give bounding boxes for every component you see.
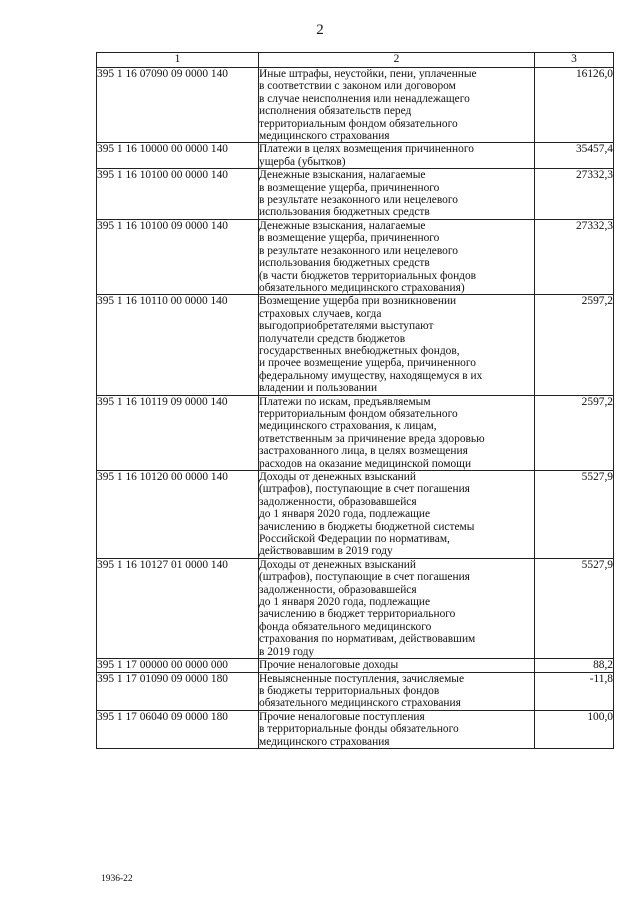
- description-line: выгодоприобретателями выступают: [259, 320, 434, 333]
- table-row: [97, 710, 614, 748]
- description-line: Денежные взыскания, налагаемые: [259, 219, 426, 232]
- description-line: Прочие неналоговые поступления: [259, 710, 425, 723]
- income-description: [259, 471, 535, 559]
- description-line: Невыясненные поступления, зачисляемые: [259, 672, 464, 685]
- income-description: [259, 558, 535, 658]
- description-line: ответственным за причинение вреда здоровью: [259, 432, 485, 445]
- amount-value: 16126,0: [535, 68, 614, 143]
- description-line: исполнения обязательств перед: [259, 105, 412, 118]
- budget-classification-code: 395 1 16 10100 00 0000 140: [97, 169, 259, 220]
- budget-classification-code: 395 1 16 10119 09 0000 140: [97, 395, 259, 470]
- budget-table: [96, 52, 614, 749]
- amount-value: 100,0: [535, 710, 614, 748]
- table-row: [97, 68, 614, 143]
- description-line: владении и пользовании: [259, 382, 378, 395]
- budget-classification-code: 395 1 16 10127 01 0000 140: [97, 558, 259, 658]
- table-row: [97, 471, 614, 559]
- description-line: и прочее возмещение ущерба, причиненного: [259, 357, 476, 370]
- description-line: в результате незаконного или нецелевого: [259, 244, 458, 257]
- description-line: Доходы от денежных взысканий: [259, 558, 416, 571]
- table-row: [97, 219, 614, 294]
- table-row: [97, 143, 614, 169]
- description-line: зачислению в бюджеты бюджетной системы: [259, 520, 475, 533]
- amount-value: 35457,4: [535, 143, 614, 169]
- table-row: [97, 295, 614, 395]
- amount-value: 88,2: [535, 659, 614, 672]
- description-line: до 1 января 2020 года, подлежащие: [259, 508, 431, 521]
- column-header-3: 3: [535, 53, 614, 68]
- document-footer-code: 1936-22: [101, 874, 133, 884]
- income-description: [259, 68, 535, 143]
- description-line: использования бюджетных средств: [259, 206, 430, 219]
- description-line: Денежные взыскания, налагаемые: [259, 169, 426, 182]
- description-line: в возмещение ущерба, причиненного: [259, 232, 440, 245]
- income-description: [259, 219, 535, 294]
- description-line: в соответствии с законом или договором: [259, 80, 456, 93]
- description-line: ущерба (убытков): [259, 155, 346, 168]
- income-description: [259, 395, 535, 470]
- description-line: действовавшим в 2019 году: [259, 545, 393, 558]
- amount-value: 2597,2: [535, 295, 614, 395]
- page-number: 2: [316, 22, 324, 38]
- description-line: территориальным фондом обязательного: [259, 407, 458, 420]
- column-header-2: 2: [259, 53, 535, 68]
- table-row: [97, 558, 614, 658]
- budget-classification-code: 395 1 16 10110 00 0000 140: [97, 295, 259, 395]
- amount-value: 5527,9: [535, 558, 614, 658]
- description-line: Российской Федерации по нормативам,: [259, 533, 450, 546]
- table-row: [97, 672, 614, 710]
- description-line: в 2019 году: [259, 645, 315, 658]
- description-line: Иные штрафы, неустойки, пени, уплаченные: [259, 68, 477, 80]
- description-line: обязательного медицинского страхования): [259, 281, 465, 294]
- income-description: [259, 169, 535, 220]
- description-line: зачислению в бюджет территориального: [259, 608, 456, 621]
- description-line: в случае неисполнения или ненадлежащего: [259, 92, 470, 105]
- description-line: медицинского страхования: [259, 735, 390, 748]
- income-description: [259, 710, 535, 748]
- description-line: Платежи в целях возмещения причиненного: [259, 143, 474, 156]
- description-line: Возмещение ущерба при возникновении: [259, 295, 457, 308]
- description-line: получатели средств бюджетов: [259, 332, 406, 345]
- description-line: Доходы от денежных взысканий: [259, 471, 416, 483]
- table-row: [97, 659, 614, 672]
- description-line: территориальным фондом обязательного: [259, 117, 458, 130]
- description-line: в результате незаконного или нецелевого: [259, 194, 458, 207]
- amount-value: 27332,3: [535, 219, 614, 294]
- budget-classification-code: 395 1 17 00000 00 0000 000: [97, 659, 259, 672]
- description-line: до 1 января 2020 года, подлежащие: [259, 596, 431, 609]
- description-line: страховых случаев, когда: [259, 307, 382, 320]
- description-line: задолженности, образовавшейся: [259, 495, 417, 508]
- description-line: Прочие неналоговые доходы: [259, 659, 399, 672]
- description-line: расходов на оказание медицинской помощи: [259, 457, 472, 470]
- description-line: медицинского страхования: [259, 130, 390, 143]
- description-line: государственных внебюджетных фондов,: [259, 344, 460, 357]
- amount-value: 2597,2: [535, 395, 614, 470]
- budget-classification-code: 395 1 17 01090 09 0000 180: [97, 672, 259, 710]
- budget-classification-code: 395 1 16 10120 00 0000 140: [97, 471, 259, 559]
- description-line: в территориальные фонды обязательного: [259, 723, 459, 736]
- description-line: Платежи по искам, предъявляемым: [259, 395, 431, 408]
- description-line: федеральному имуществу, находящемуся в их: [259, 369, 483, 382]
- budget-classification-code: 395 1 16 07090 09 0000 140: [97, 68, 259, 143]
- description-line: медицинского страхования, к лицам,: [259, 420, 437, 433]
- budget-classification-code: 395 1 16 10100 09 0000 140: [97, 219, 259, 294]
- income-description: [259, 143, 535, 169]
- table-row: [97, 395, 614, 470]
- description-line: страхования по нормативам, действовавшим: [259, 633, 476, 646]
- description-line: (в части бюджетов территориальных фондов: [259, 269, 477, 282]
- amount-value: 27332,3: [535, 169, 614, 220]
- description-line: (штрафов), поступающие в счет погашения: [259, 571, 470, 584]
- description-line: использования бюджетных средств: [259, 257, 430, 270]
- table-row: [97, 169, 614, 220]
- description-line: в бюджеты территориальных фондов: [259, 684, 440, 697]
- description-line: застрахованного лица, в целях возмещения: [259, 445, 468, 458]
- income-description: [259, 659, 535, 672]
- budget-classification-code: 395 1 17 06040 09 0000 180: [97, 710, 259, 748]
- description-line: обязательного медицинского страхования: [259, 697, 461, 710]
- description-line: в возмещение ущерба, причиненного: [259, 181, 440, 194]
- table-body: [97, 68, 614, 749]
- description-line: задолженности, образовавшейся: [259, 583, 417, 596]
- description-line: (штрафов), поступающие в счет погашения: [259, 483, 470, 496]
- column-header-1: 1: [97, 53, 259, 68]
- description-line: фонда обязательного медицинского: [259, 620, 432, 633]
- amount-value: -11,8: [535, 672, 614, 710]
- budget-classification-code: 395 1 16 10000 00 0000 140: [97, 143, 259, 169]
- amount-value: 5527,9: [535, 471, 614, 559]
- table-header-row: [97, 53, 614, 68]
- income-description: [259, 295, 535, 395]
- income-description: [259, 672, 535, 710]
